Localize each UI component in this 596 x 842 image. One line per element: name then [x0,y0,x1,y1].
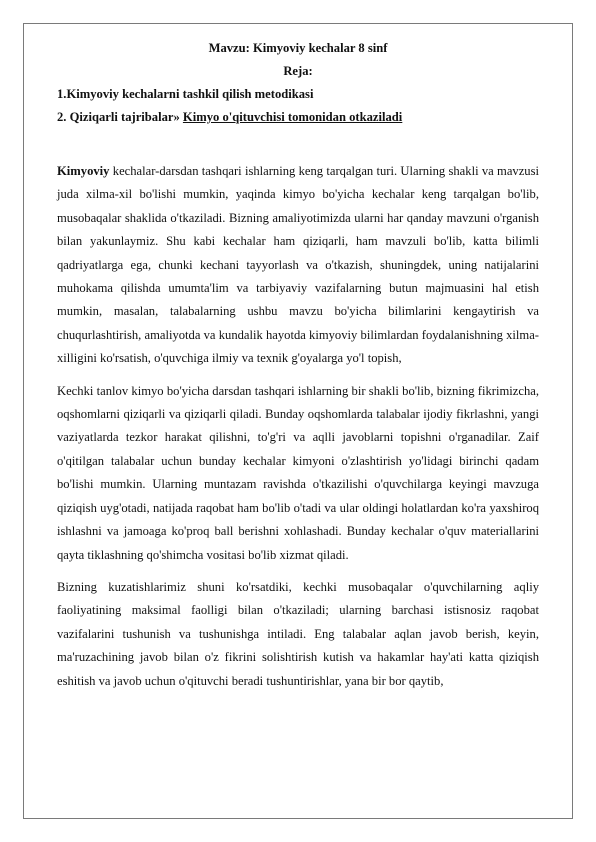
paragraph-2 [57,380,539,567]
plan-item-2-text: 2. Qiziqarli tajribalar» [57,110,183,124]
paragraph-2-text: Kechki tanlov kimyo bo'yicha darsdan tashqari ishlarning bir shakli bo'lib, bizning fikrimizcha, oqshomlarni qiziqarli va qiziqarli qiladi. Bunday oqshomlarda talabalar ijodiy fikrlashni, yangi vaziyatlarda tezkor harakat qilishni, to'g'ri va aqlli javoblarni topishni o'rganadilar. Zaif o'qitilgan talabalar uchun bunday kechalar kimyoni o'zlashtirish yo'lidagi birinchi qadam bo'lishi mumkin. Ularning muntazam ravishda o'tkazilishi o'quvchilarga keyingi mavzuga qiziqish uyg'otadi, natijada raqobat ham bo'lib o'tadi va ular oldingi holatlardan ko'ra yaxshiroq ishlashni va jamoaga ko'proq ball berishni xohlashadi. Bunday kechalar o'quv materiallarini qayta tiklashning qo'shimcha vositasi bo'lib xizmat qiladi. [57,383,539,562]
paragraph-1-text: kechalar-darsdan tashqari ishlarning keng tarqalgan turi. Ularning shakli va mavzusi juda xilma-xil bo'lishi mumkin, yaqinda kimyo bo'yicha kechalar keng tarqalgan bo'lib, musobaqalar shaklida o'tkaziladi. Bizning amaliyotimizda ularni har qanday mavzuni o'rganish bilan yakunlaymiz. Shu kabi kechalar ham qiziqarli, ham mavzuli bo'lib, katta bilimli qadriyatlarga ega, chunki kechani tayyorlash va o'tkazish, shuningdek, uning natijalarini muhokama qilishda umumta'lim va tarbiyaviy vazifalarning butun majmuasini hal etish mumkin, masalan, talabalarning ushbu mavzu bo'yicha bilimlarini kengaytirish va chuqurlashtirish, amaliyotda va kundalik hayotda kimyoviy bilimlardan foydalanishning xilma-xilligini ko'rsatish, o'quvchiga ilmiy va texnik g'oyalarga yo'l topish, [57,164,539,366]
plan-item-2-underlined: Kimyo o'qituvchisi tomonidan otkaziladi [182,110,403,124]
plan-item-2 [57,109,539,125]
paragraph-1-lead: Kimyoviy [57,164,110,178]
document-body [57,40,539,693]
paragraph-1 [57,160,539,371]
paragraph-3-text: Bizning kuzatishlarimiz shuni ko'rsatdiki, kechki musobaqalar o'quvchilarning aqliy faoliyatining maksimal faolligi bilan o'tkaziladi; ularning barchasi istisnosiz raqobat vazifalarini tushunish va tushunishga intiladi. Eng talabalar aqlan javob berish, keyin, ma'ruzachining javob bilan o'z fikrini solishtirish kutish va hakamlar hay'ati katta qiziqish eshitish va javob uchun o'qituvchi beradi tushuntirishlar, yana bir bor qaytib, [57,579,539,688]
paragraph-3 [57,576,539,693]
plan-item-1-text: 1.Kimyoviy kechalarni tashkil qilish metodikasi [57,87,314,101]
document-title: Mavzu: Kimyoviy kechalar 8 sinf [208,41,388,55]
plan-heading: Reja: [283,64,313,78]
plan-item-1 [57,86,539,102]
